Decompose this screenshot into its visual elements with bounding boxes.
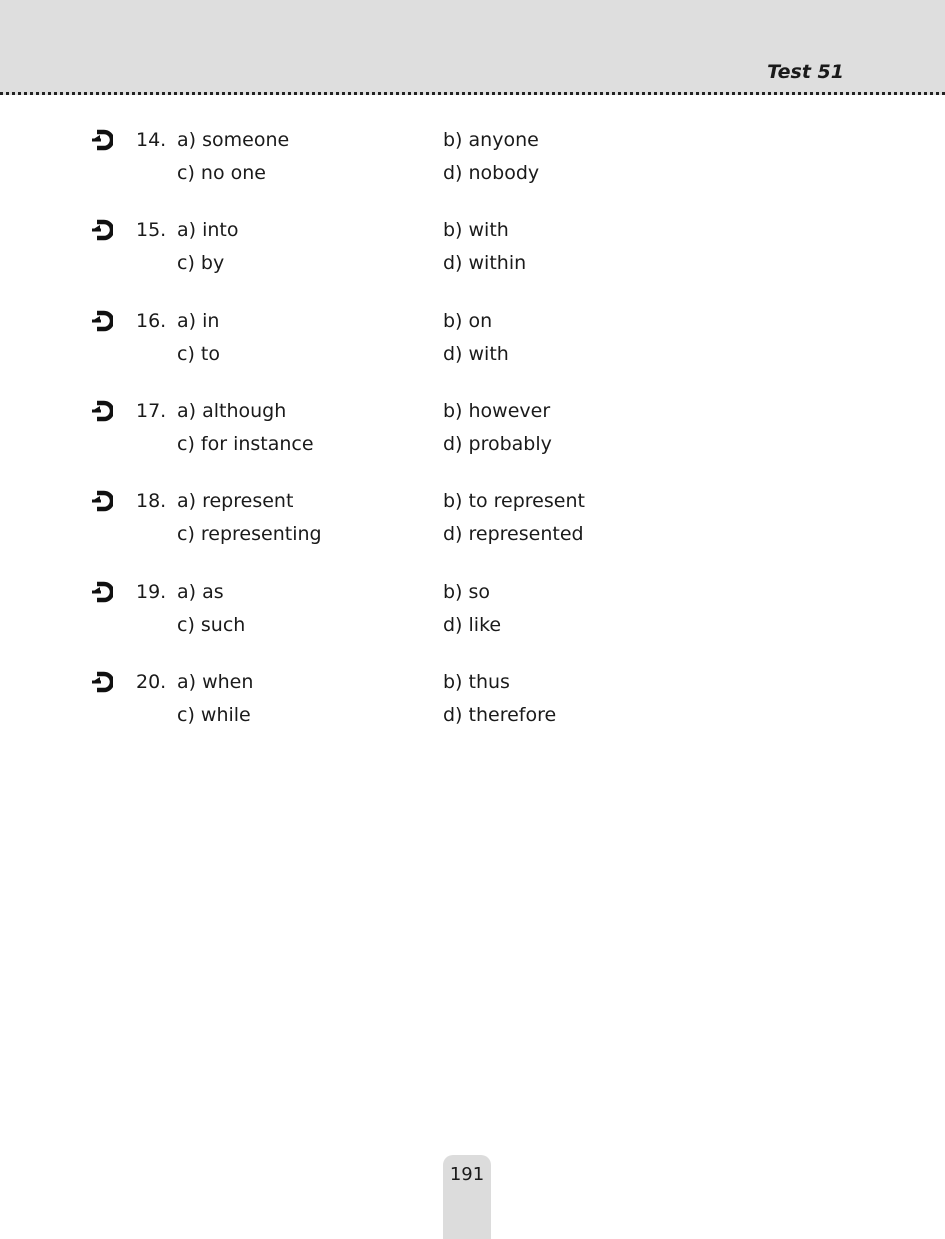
question-number: 14. (136, 129, 167, 151)
question-number: 18. (136, 490, 167, 512)
question-17 (0, 395, 945, 465)
option-a: a) into (177, 219, 239, 241)
question-number: 16. (136, 310, 167, 332)
question-number: 19. (136, 581, 167, 603)
option-d: d) therefore (443, 704, 557, 726)
option-d: d) like (443, 614, 502, 636)
page-number: 191 (449, 1164, 485, 1185)
option-a: a) represent (177, 490, 294, 512)
curved-arrow-right-icon (91, 398, 113, 424)
question-number: 20. (136, 671, 167, 693)
option-d: d) probably (443, 433, 552, 455)
question-16 (0, 305, 945, 375)
question-20 (0, 666, 945, 736)
option-a: a) as (177, 581, 224, 603)
option-d: d) represented (443, 523, 584, 545)
curved-arrow-right-icon (91, 308, 113, 334)
question-19 (0, 576, 945, 646)
test-title: Test 51 (767, 61, 844, 83)
curved-arrow-right-icon (91, 127, 113, 153)
option-c: c) to (177, 343, 220, 365)
option-b: b) to represent (443, 490, 585, 512)
option-b: b) thus (443, 671, 510, 693)
option-d: d) nobody (443, 162, 540, 184)
header-band (0, 0, 945, 95)
option-d: d) within (443, 252, 527, 274)
option-b: b) on (443, 310, 493, 332)
option-c: c) representing (177, 523, 322, 545)
option-c: c) no one (177, 162, 266, 184)
option-b: b) however (443, 400, 551, 422)
curved-arrow-right-icon (91, 488, 113, 514)
option-a: a) when (177, 671, 254, 693)
option-a: a) in (177, 310, 220, 332)
option-c: c) such (177, 614, 246, 636)
option-b: b) with (443, 219, 509, 241)
option-a: a) someone (177, 129, 290, 151)
option-a: a) although (177, 400, 287, 422)
question-number: 15. (136, 219, 167, 241)
question-14 (0, 124, 945, 194)
option-b: b) so (443, 581, 491, 603)
question-18 (0, 485, 945, 555)
question-number: 17. (136, 400, 167, 422)
option-c: c) while (177, 704, 251, 726)
page-number-tab (443, 1155, 491, 1239)
dotted-divider (0, 92, 945, 95)
question-15 (0, 214, 945, 284)
curved-arrow-right-icon (91, 669, 113, 695)
option-d: d) with (443, 343, 509, 365)
curved-arrow-right-icon (91, 579, 113, 605)
option-b: b) anyone (443, 129, 539, 151)
option-c: c) for instance (177, 433, 314, 455)
curved-arrow-right-icon (91, 217, 113, 243)
option-c: c) by (177, 252, 225, 274)
